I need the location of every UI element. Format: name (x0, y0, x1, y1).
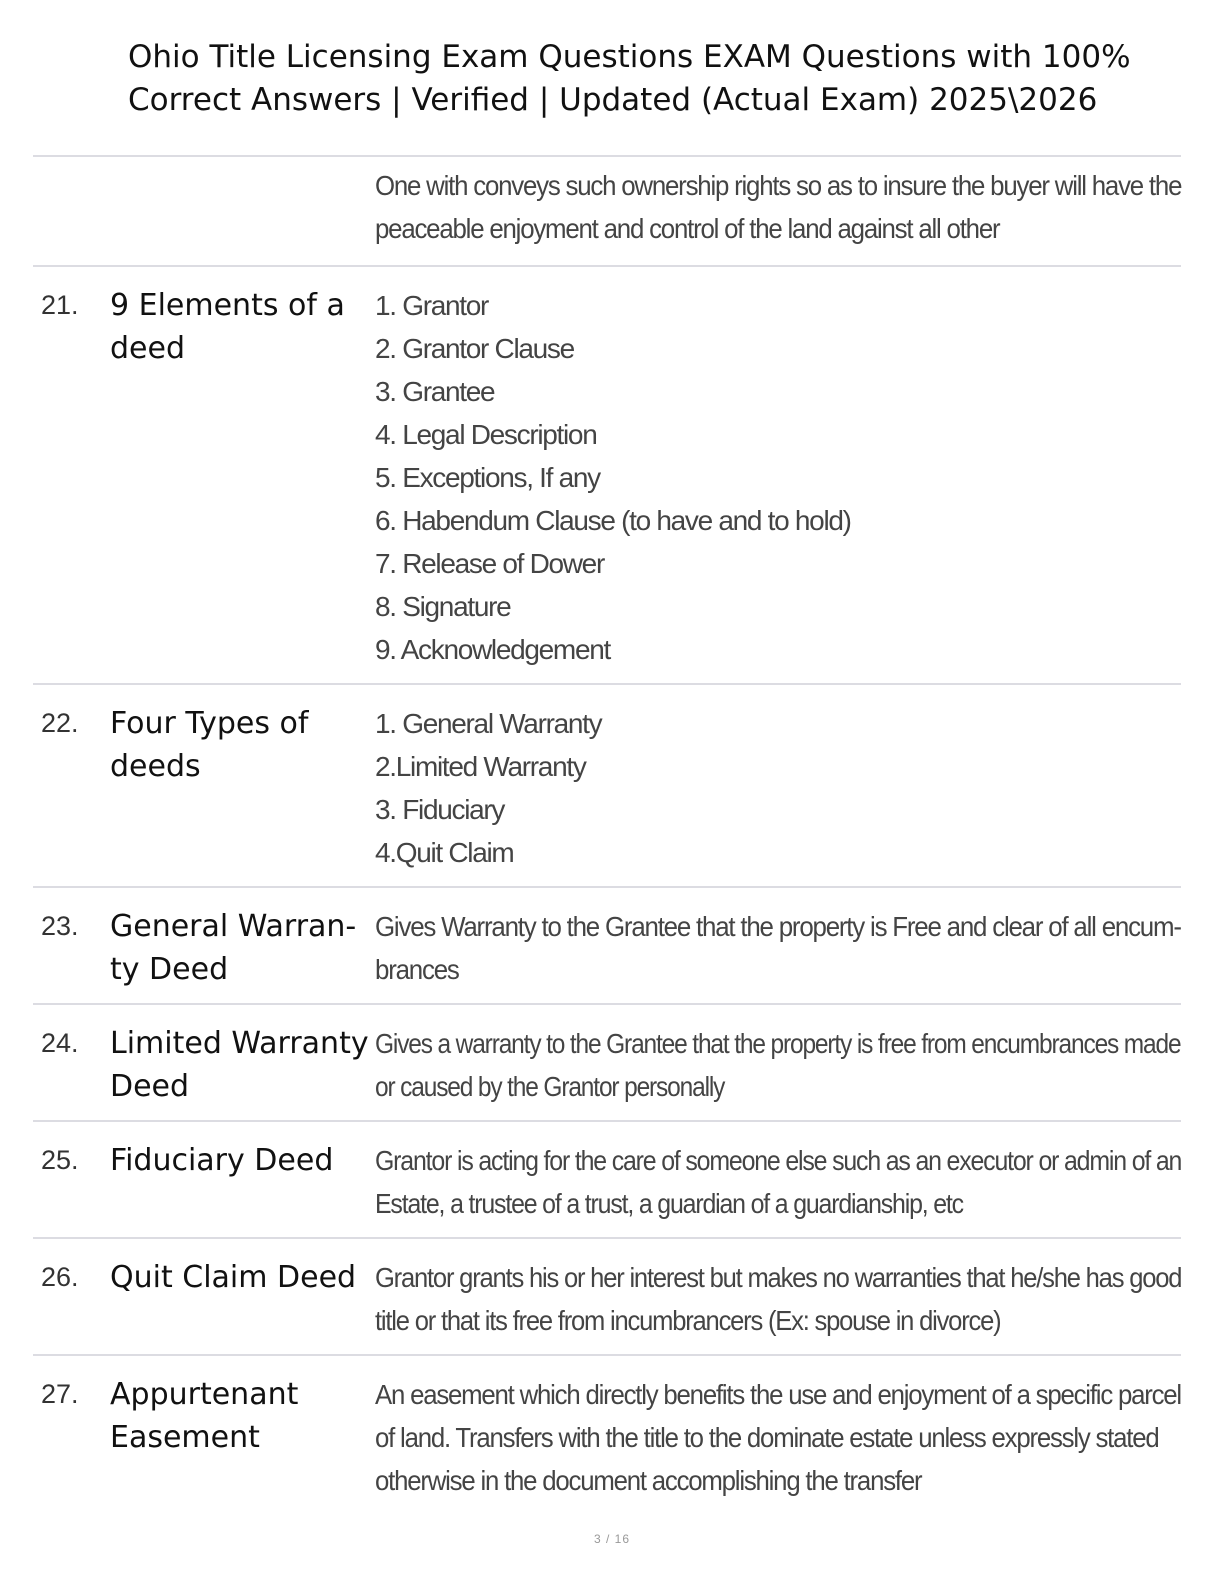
definition-line: 7. Release of Dower (375, 548, 604, 579)
definition-line: Estate, a trustee of a trust, a guardian of a guardianship, etc (375, 1188, 963, 1219)
question-number-text: 27. (41, 1379, 79, 1409)
question-number (33, 905, 110, 1003)
definition-line: 6. Habendum Clause (to have and to hold) (375, 505, 851, 536)
qa-row (33, 265, 1181, 683)
qa-row (33, 1120, 1181, 1237)
definition-line: Gives a warranty to the Grantee that the property is free from encumbrances made (375, 1028, 1181, 1059)
question-term: Limited Warranty Deed (110, 1026, 369, 1104)
question-number (33, 284, 110, 683)
definition-line: 8. Signature (375, 591, 511, 622)
document-title: Ohio Title Licensing Exam Questions EXAM Questions with 100% Correct Answers | Verified | Updated (Actual Exam) 2025\2026 (128, 39, 1131, 118)
definition-line: 2.Limited Warranty (375, 751, 586, 782)
definition-line: 9. Acknowledgement (375, 634, 610, 665)
answer-definition (375, 905, 1224, 1003)
question-term: Fiduciary Deed (110, 1143, 334, 1178)
answer-definition (375, 1373, 1224, 1514)
question-number (33, 702, 110, 886)
definition-line: Gives Warranty to the Grantee that the property is Free and clear of all encum- (375, 911, 1181, 942)
definition-line: 4.Quit Claim (375, 837, 514, 868)
definition-line: An easement which directly benefits the use and enjoyment of a specific parcel (375, 1379, 1181, 1410)
definition-line: Grantor is acting for the care of someone else such as an executor or admin of an (375, 1145, 1182, 1176)
qa-row (33, 683, 1181, 886)
question-number-text: 24. (41, 1028, 79, 1058)
qa-row (33, 1354, 1181, 1514)
question-number (33, 164, 110, 265)
question-term: Appurtenant Easement (110, 1377, 299, 1455)
question-term: Four Types of deeds (110, 706, 309, 784)
definition-line: or caused by the Grantor personally (375, 1071, 725, 1102)
question-term: General Warran- ty Deed (110, 909, 357, 987)
definition-line: of land. Transfers with the title to the dominate estate unless expressly stated (375, 1422, 1159, 1453)
qa-row (33, 886, 1181, 1003)
question-number (33, 1022, 110, 1120)
definition-line: 1. Grantor (375, 290, 489, 321)
page-number: 3 / 16 (593, 1532, 631, 1546)
question-term: 9 Elements of a deed (110, 288, 345, 366)
definition-line: 2. Grantor Clause (375, 333, 574, 364)
question-number-text: 23. (41, 911, 79, 941)
question-term: Quit Claim Deed (110, 1260, 357, 1295)
qa-row (33, 155, 1181, 265)
answer-definition (375, 702, 1181, 886)
definition-line: 4. Legal Description (375, 419, 597, 450)
qa-row (33, 1237, 1181, 1354)
question-number-text: 22. (41, 708, 79, 738)
definition-line: 3. Fiduciary (375, 794, 505, 825)
qa-table (33, 155, 1181, 1514)
definition-line: peaceable enjoyment and control of the land against all other (375, 213, 1000, 244)
definition-line: brances (375, 954, 459, 985)
answer-definition (375, 164, 1224, 265)
answer-definition (375, 1256, 1224, 1354)
definition-line: 3. Grantee (375, 376, 495, 407)
definition-line: Grantor grants his or her interest but makes no warranties that he/she has good (375, 1262, 1182, 1293)
definition-line: title or that its free from incumbrancers (Ex: spouse in divorce) (375, 1305, 1001, 1336)
qa-row (33, 1003, 1181, 1120)
question-number (33, 1256, 110, 1354)
answer-definition (375, 284, 1181, 683)
definition-line: 5. Exceptions, If any (375, 462, 600, 493)
answer-definition (375, 1139, 1224, 1237)
question-number-text: 21. (41, 290, 79, 320)
answer-definition (375, 1022, 1224, 1120)
definition-line: 1. General Warranty (375, 708, 602, 739)
question-number-text: 25. (41, 1145, 79, 1175)
definition-line: otherwise in the document accomplishing the transfer (375, 1465, 922, 1496)
definition-line: One with conveys such ownership rights so as to insure the buyer will have the (375, 170, 1182, 201)
question-number (33, 1373, 110, 1514)
question-term (110, 164, 375, 265)
question-number (33, 1139, 110, 1237)
question-number-text: 26. (41, 1262, 79, 1292)
